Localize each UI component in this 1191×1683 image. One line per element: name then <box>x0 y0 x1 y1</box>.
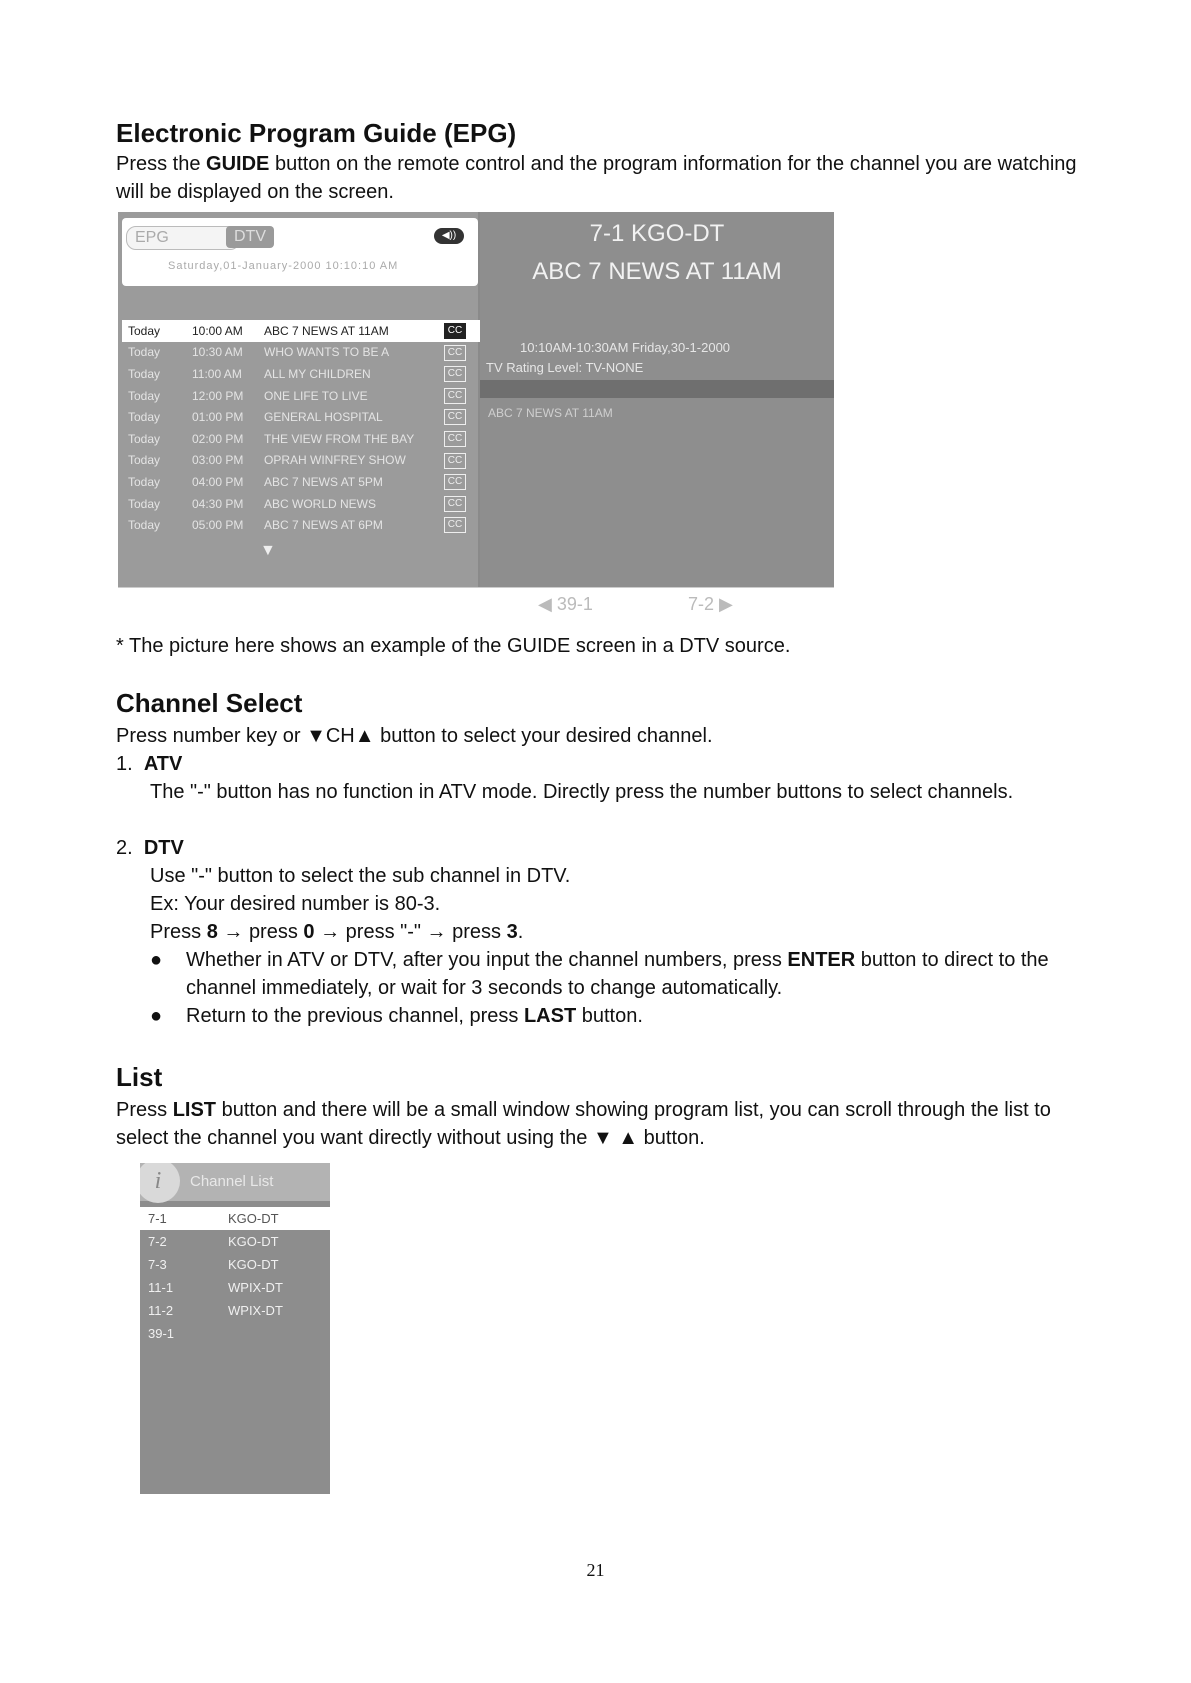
bullet-text-2: button to direct to the channel immediately, or wait for 3 seconds to change automatically. <box>186 949 1049 999</box>
key-3: 3 <box>506 921 518 943</box>
epg-time: 02:00 PM <box>192 431 244 446</box>
press-text: press <box>452 921 502 943</box>
epg-program: THE VIEW FROM THE BAY <box>264 431 415 446</box>
key-0: 0 <box>303 921 315 943</box>
epg-day: Today <box>128 345 161 360</box>
channel-row[interactable] <box>140 1299 330 1322</box>
channel-number: 39-1 <box>148 1326 175 1341</box>
press-text: press <box>248 921 298 943</box>
epg-intro-text-2: button on the remote control and the program information for the channel you are watching will be displayed on the screen. <box>116 153 1077 203</box>
key-8: 8 <box>206 921 218 943</box>
epg-row[interactable] <box>122 471 482 493</box>
channel-row[interactable] <box>140 1230 330 1253</box>
bullet-icon: ● <box>150 949 163 971</box>
atv-title: ATV <box>143 753 183 775</box>
epg-footer <box>118 587 834 622</box>
cc-icon: CC <box>444 345 466 361</box>
epg-time-info: 10:10AM-10:30AM Friday,30-1-2000 <box>520 340 731 355</box>
channel-name: KGO-DT <box>228 1211 279 1226</box>
epg-note: * The picture here shows an example of the GUIDE screen in a DTV source. <box>116 635 791 657</box>
channel-name: KGO-DT <box>228 1257 279 1272</box>
epg-program: WHO WANTS TO BE A <box>264 345 390 360</box>
epg-header <box>122 218 478 286</box>
last-keyword: LAST <box>523 1005 577 1027</box>
dtv-press-sequence: Press 8 → press 0 → press "-" → press 3. <box>150 921 524 943</box>
epg-intro <box>116 150 1096 206</box>
channel-number: 7-1 <box>148 1211 167 1226</box>
epg-progress-bar <box>480 380 834 398</box>
channel-list-header <box>140 1163 330 1201</box>
epg-time: 10:00 AM <box>192 323 243 338</box>
arrow-icon: → <box>320 921 341 943</box>
dtv-line2: Ex: Your desired number is 80-3. <box>150 893 441 915</box>
channel-name: KGO-DT <box>228 1234 279 1249</box>
epg-row[interactable] <box>122 450 482 472</box>
epg-program: ABC 7 NEWS AT 11AM <box>264 323 389 338</box>
bullet-text: Return to the previous channel, press <box>186 1005 524 1027</box>
epg-program-list <box>122 320 482 536</box>
cc-icon: CC <box>444 409 466 425</box>
epg-row[interactable] <box>122 406 482 428</box>
epg-day: Today <box>128 474 161 489</box>
channel-list-title: Channel List <box>190 1173 274 1190</box>
epg-day: Today <box>128 496 161 511</box>
channel-row[interactable] <box>140 1276 330 1299</box>
bullet-enter <box>186 946 1086 1002</box>
epg-row[interactable] <box>122 493 482 515</box>
item-number: 2. <box>116 837 133 859</box>
epg-row[interactable] <box>122 514 482 536</box>
bullet-text: Whether in ATV or DTV, after you input the channel numbers, press <box>186 949 788 971</box>
cc-icon: CC <box>444 388 466 404</box>
arrow-icon: → <box>223 921 244 943</box>
epg-time: 05:00 PM <box>192 518 244 533</box>
atv-text: The "-" button has no function in ATV mode. Directly press the number buttons to select channels. <box>150 781 1014 803</box>
dtv-title: DTV <box>143 837 184 859</box>
next-channel[interactable]: 7-2 ▶ <box>688 594 733 614</box>
epg-program: ALL MY CHILDREN <box>264 366 371 381</box>
list-intro <box>116 1096 1096 1152</box>
cc-icon: CC <box>444 474 466 490</box>
epg-time: 01:00 PM <box>192 410 244 425</box>
page-number: 21 <box>586 1560 605 1580</box>
epg-row[interactable] <box>122 320 482 342</box>
epg-program: ONE LIFE TO LIVE <box>264 388 368 403</box>
epg-program: GENERAL HOSPITAL <box>264 410 383 425</box>
epg-date: Saturday,01-January-2000 10:10:10 AM <box>168 260 399 272</box>
channel-number: 7-3 <box>148 1257 167 1272</box>
channel-name: WPIX-DT <box>228 1280 283 1295</box>
epg-time: 12:00 PM <box>192 388 244 403</box>
channel-list-window <box>140 1163 330 1494</box>
channel-number: 7-2 <box>148 1234 167 1249</box>
epg-time: 03:00 PM <box>192 453 244 468</box>
epg-program: ABC WORLD NEWS <box>264 496 377 511</box>
epg-day: Today <box>128 518 161 533</box>
enter-keyword: ENTER <box>787 949 856 971</box>
epg-channel: 7-1 KGO-DT <box>589 220 725 247</box>
epg-info-panel <box>480 212 834 587</box>
cc-icon: CC <box>444 323 466 339</box>
epg-row[interactable] <box>122 342 482 364</box>
channel-select-heading: Channel Select <box>116 688 303 718</box>
cc-icon: CC <box>444 453 466 469</box>
key-dash: "-" <box>400 921 421 943</box>
channel-list <box>140 1207 330 1345</box>
epg-time: 04:00 PM <box>192 474 244 489</box>
arrow-icon: → <box>426 921 447 943</box>
bullet-text-2: button. <box>576 1005 643 1027</box>
bullet-last <box>186 1002 1086 1030</box>
channel-row[interactable] <box>140 1322 330 1345</box>
dtv-item <box>116 834 1096 862</box>
epg-current-program: ABC 7 NEWS AT 11AM <box>532 258 782 285</box>
tab-dtv[interactable]: DTV <box>226 226 274 248</box>
channel-row[interactable] <box>140 1207 330 1230</box>
epg-day: Today <box>128 410 161 425</box>
list-keyword: LIST <box>172 1099 217 1121</box>
info-icon: i <box>140 1163 180 1203</box>
epg-time: 10:30 AM <box>192 345 243 360</box>
list-heading: List <box>116 1062 163 1092</box>
cc-icon: CC <box>444 366 466 382</box>
channel-name: WPIX-DT <box>228 1303 283 1318</box>
epg-day: Today <box>128 453 161 468</box>
item-number: 1. <box>116 753 133 775</box>
epg-day: Today <box>128 431 161 446</box>
epg-time: 11:00 AM <box>192 366 242 381</box>
channel-number: 11-1 <box>148 1280 174 1295</box>
prev-channel[interactable]: ◀ 39-1 <box>538 594 593 614</box>
epg-screen <box>118 212 834 622</box>
epg-program: ABC 7 NEWS AT 6PM <box>264 518 383 533</box>
epg-day: Today <box>128 366 161 381</box>
epg-heading: Electronic Program Guide (EPG) <box>116 118 517 148</box>
epg-row[interactable] <box>122 428 482 450</box>
cc-icon: CC <box>444 496 466 512</box>
tab-epg[interactable]: EPG <box>126 226 240 250</box>
press-text: press <box>345 921 395 943</box>
channel-number: 11-2 <box>148 1303 174 1318</box>
channel-row[interactable] <box>140 1253 330 1276</box>
audio-icon: ◀)) <box>434 228 464 244</box>
bullet-icon: ● <box>150 1005 163 1027</box>
cc-icon: CC <box>444 431 466 447</box>
epg-intro-text: Press the <box>116 153 207 175</box>
list-intro-text: Press <box>116 1099 173 1121</box>
dtv-line1: Use "-" button to select the sub channel in DTV. <box>150 865 571 887</box>
epg-row[interactable] <box>122 385 482 407</box>
atv-item <box>116 750 1096 778</box>
epg-program-panel <box>118 212 478 587</box>
channel-select-intro: Press number key or ▼CH▲ button to select your desired channel. <box>116 725 713 747</box>
epg-program: OPRAH WINFREY SHOW <box>264 453 406 468</box>
epg-description: ABC 7 NEWS AT 11AM <box>488 406 613 420</box>
list-intro-text-2: button and there will be a small window showing program list, you can scroll through the list to select the channel you want directly without using the ▼ ▲ button. <box>116 1099 1051 1149</box>
epg-day: Today <box>128 388 161 403</box>
scroll-down-icon[interactable]: ▼ <box>260 542 276 559</box>
epg-time: 04:30 PM <box>192 496 244 511</box>
press-text: Press <box>150 921 202 943</box>
epg-program: ABC 7 NEWS AT 5PM <box>264 474 383 489</box>
cc-icon: CC <box>444 517 466 533</box>
epg-day: Today <box>128 323 161 338</box>
epg-row[interactable] <box>122 363 482 385</box>
epg-rating: TV Rating Level: TV-NONE <box>486 360 644 375</box>
guide-keyword: GUIDE <box>206 153 270 175</box>
